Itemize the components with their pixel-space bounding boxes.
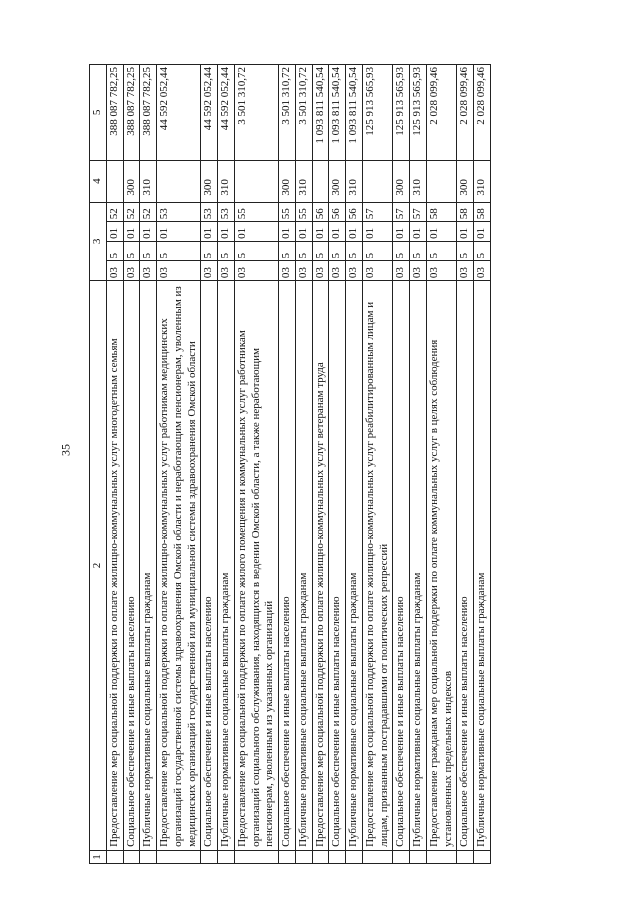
row-name-cell: Социальное обеспечение и иные выплаты населению — [457, 281, 474, 851]
expense-group-cell: 310 — [346, 160, 363, 202]
amount-cell: 2 028 099,46 — [474, 65, 491, 161]
amount-cell: 44 592 052,44 — [201, 65, 218, 161]
table-row — [457, 65, 474, 864]
expense-group-cell: 310 — [140, 160, 157, 202]
code-part-4: 57 — [362, 202, 393, 222]
code-part-2: 5 — [346, 241, 363, 261]
table-row — [140, 65, 157, 864]
table-row — [426, 65, 457, 864]
code-part-1: 03 — [157, 261, 201, 281]
table-row — [234, 65, 278, 864]
code-part-3: 01 — [393, 222, 410, 242]
expense-group-cell: 310 — [295, 160, 312, 202]
code-part-1: 03 — [218, 261, 235, 281]
code-part-3: 01 — [474, 222, 491, 242]
code-part-4: 57 — [410, 202, 427, 222]
code-part-4: 57 — [393, 202, 410, 222]
code-part-3: 01 — [312, 222, 329, 242]
code-part-3: 01 — [410, 222, 427, 242]
code-part-4: 58 — [474, 202, 491, 222]
code-part-2: 5 — [393, 241, 410, 261]
table-row — [329, 65, 346, 864]
expense-group-cell — [234, 160, 278, 202]
row-name-cell: Публичные нормативные социальные выплаты гражданам — [410, 281, 427, 851]
code-part-3: 01 — [362, 222, 393, 242]
row-name-cell: Публичные нормативные социальные выплаты гражданам — [140, 281, 157, 851]
expense-group-cell — [106, 160, 123, 202]
row-name-cell: Предоставление гражданам мер социальной поддержки по оплате коммунальных услуг в целях соблюдения установленных предельных индексов — [426, 281, 457, 851]
expense-group-cell: 300 — [329, 160, 346, 202]
code-part-2: 5 — [279, 241, 296, 261]
amount-cell: 3 501 310,72 — [234, 65, 278, 161]
code-part-1: 03 — [201, 261, 218, 281]
code-part-1: 03 — [426, 261, 457, 281]
code-part-2: 5 — [410, 241, 427, 261]
row-blank-cell — [362, 850, 393, 863]
row-blank-cell — [201, 850, 218, 863]
column-header-4: 4 — [90, 160, 107, 202]
row-blank-cell — [279, 850, 296, 863]
table-row — [346, 65, 363, 864]
row-name-cell: Социальное обеспечение и иные выплаты населению — [329, 281, 346, 851]
code-part-4: 53 — [157, 202, 201, 222]
code-part-3: 01 — [329, 222, 346, 242]
expense-group-cell: 300 — [123, 160, 140, 202]
amount-cell: 388 087 782,25 — [140, 65, 157, 161]
code-part-4: 56 — [346, 202, 363, 222]
code-part-4: 52 — [106, 202, 123, 222]
code-part-3: 01 — [346, 222, 363, 242]
amount-cell: 1 093 811 540,54 — [329, 65, 346, 161]
expense-group-cell — [426, 160, 457, 202]
row-name-cell: Публичные нормативные социальные выплаты гражданам — [295, 281, 312, 851]
table-row — [106, 65, 123, 864]
table-row — [295, 65, 312, 864]
table-row — [410, 65, 427, 864]
code-part-4: 52 — [123, 202, 140, 222]
code-part-2: 5 — [474, 241, 491, 261]
code-part-3: 01 — [218, 222, 235, 242]
code-part-4: 55 — [234, 202, 278, 222]
row-name-cell: Публичные нормативные социальные выплаты гражданам — [474, 281, 491, 851]
table-row — [157, 65, 201, 864]
code-part-1: 03 — [279, 261, 296, 281]
amount-cell: 2 028 099,46 — [426, 65, 457, 161]
expense-group-cell: 300 — [201, 160, 218, 202]
code-part-4: 56 — [312, 202, 329, 222]
amount-cell: 125 913 565,93 — [362, 65, 393, 161]
code-part-3: 01 — [279, 222, 296, 242]
code-part-3: 01 — [157, 222, 201, 242]
row-blank-cell — [140, 850, 157, 863]
row-blank-cell — [410, 850, 427, 863]
row-name-cell: Предоставление мер социальной поддержки по оплате жилищно-коммунальных услуг реабилитированным лицам и лицам, признанным пострадавшими от политических репрессий — [362, 281, 393, 851]
column-header-1: 1 — [90, 850, 107, 863]
row-name-cell: Социальное обеспечение и иные выплаты населению — [279, 281, 296, 851]
code-part-1: 03 — [474, 261, 491, 281]
table-row — [393, 65, 410, 864]
row-name-cell: Предоставление мер социальной поддержки по оплате жилищно-коммунальных услуг работникам медицинских организаций государственной системы здравоохранения Омской области и неработающим пенсионерам, уволенным из медицинских организаций государственной или муниципальной системы здравоохранения Омской области — [157, 281, 201, 851]
table-row — [201, 65, 218, 864]
row-name-cell: Публичные нормативные социальные выплаты гражданам — [346, 281, 363, 851]
code-part-2: 5 — [329, 241, 346, 261]
row-blank-cell — [218, 850, 235, 863]
code-part-2: 5 — [457, 241, 474, 261]
code-part-2: 5 — [157, 241, 201, 261]
code-part-4: 56 — [329, 202, 346, 222]
code-part-2: 5 — [295, 241, 312, 261]
code-part-3: 01 — [234, 222, 278, 242]
amount-cell: 3 501 310,72 — [279, 65, 296, 161]
code-part-4: 52 — [140, 202, 157, 222]
expense-group-cell — [157, 160, 201, 202]
row-blank-cell — [393, 850, 410, 863]
row-blank-cell — [295, 850, 312, 863]
code-part-1: 03 — [329, 261, 346, 281]
row-name-cell: Предоставление мер социальной поддержки по оплате жилищно-коммунальных услуг многодетным семьям — [106, 281, 123, 851]
code-part-1: 03 — [410, 261, 427, 281]
row-blank-cell — [474, 850, 491, 863]
table-body — [106, 65, 490, 864]
code-part-1: 03 — [106, 261, 123, 281]
row-name-cell: Социальное обеспечение и иные выплаты населению — [201, 281, 218, 851]
column-number-row — [90, 65, 107, 864]
code-part-2: 5 — [362, 241, 393, 261]
amount-cell: 2 028 099,46 — [457, 65, 474, 161]
code-part-2: 5 — [218, 241, 235, 261]
code-part-1: 03 — [140, 261, 157, 281]
amount-cell: 125 913 565,93 — [410, 65, 427, 161]
amount-cell: 388 087 782,25 — [106, 65, 123, 161]
row-blank-cell — [426, 850, 457, 863]
expense-group-cell: 310 — [474, 160, 491, 202]
code-part-1: 03 — [123, 261, 140, 281]
code-part-2: 5 — [123, 241, 140, 261]
expense-group-cell — [362, 160, 393, 202]
column-header-3: 3 — [90, 202, 107, 281]
row-name-cell: Предоставление мер социальной поддержки по оплате жилищно-коммунальных услуг ветеранам труда — [312, 281, 329, 851]
amount-cell: 44 592 052,44 — [218, 65, 235, 161]
code-part-2: 5 — [234, 241, 278, 261]
code-part-1: 03 — [295, 261, 312, 281]
code-part-1: 03 — [234, 261, 278, 281]
code-part-2: 5 — [426, 241, 457, 261]
expense-group-cell: 300 — [393, 160, 410, 202]
row-blank-cell — [346, 850, 363, 863]
row-blank-cell — [312, 850, 329, 863]
table-row — [218, 65, 235, 864]
row-blank-cell — [157, 850, 201, 863]
row-blank-cell — [234, 850, 278, 863]
code-part-3: 01 — [426, 222, 457, 242]
budget-table — [89, 64, 491, 864]
row-blank-cell — [457, 850, 474, 863]
expense-group-cell: 310 — [410, 160, 427, 202]
expense-group-cell: 300 — [279, 160, 296, 202]
code-part-4: 55 — [279, 202, 296, 222]
column-header-5: 5 — [90, 65, 107, 161]
amount-cell: 3 501 310,72 — [295, 65, 312, 161]
page-number: 35 — [58, 444, 73, 456]
row-blank-cell — [106, 850, 123, 863]
table-row — [279, 65, 296, 864]
amount-cell: 388 087 782,25 — [123, 65, 140, 161]
code-part-4: 55 — [295, 202, 312, 222]
code-part-1: 03 — [362, 261, 393, 281]
row-name-cell: Публичные нормативные социальные выплаты гражданам — [218, 281, 235, 851]
column-header-2: 2 — [90, 281, 107, 851]
code-part-2: 5 — [140, 241, 157, 261]
table-row — [123, 65, 140, 864]
code-part-2: 5 — [201, 241, 218, 261]
code-part-1: 03 — [393, 261, 410, 281]
row-blank-cell — [123, 850, 140, 863]
code-part-1: 03 — [457, 261, 474, 281]
code-part-1: 03 — [346, 261, 363, 281]
expense-group-cell — [312, 160, 329, 202]
row-name-cell: Предоставление мер социальной поддержки по оплате жилого помещения и коммунальных услуг работникам организаций социального обслуживания, находящихся в ведении Омской области, а также неработающим пенсионерам, уволенным из указанных организаций — [234, 281, 278, 851]
code-part-3: 01 — [140, 222, 157, 242]
code-part-3: 01 — [201, 222, 218, 242]
amount-cell: 1 093 811 540,54 — [312, 65, 329, 161]
expense-group-cell: 300 — [457, 160, 474, 202]
amount-cell: 125 913 565,93 — [393, 65, 410, 161]
code-part-2: 5 — [312, 241, 329, 261]
code-part-4: 58 — [426, 202, 457, 222]
row-blank-cell — [329, 850, 346, 863]
amount-cell: 1 093 811 540,54 — [346, 65, 363, 161]
table-row — [362, 65, 393, 864]
code-part-4: 53 — [218, 202, 235, 222]
table-row — [312, 65, 329, 864]
code-part-3: 01 — [457, 222, 474, 242]
code-part-4: 53 — [201, 202, 218, 222]
table-row — [474, 65, 491, 864]
code-part-3: 01 — [123, 222, 140, 242]
amount-cell: 44 592 052,44 — [157, 65, 201, 161]
rotated-table-wrapper — [89, 64, 584, 864]
code-part-3: 01 — [295, 222, 312, 242]
row-name-cell: Социальное обеспечение и иные выплаты населению — [393, 281, 410, 851]
row-name-cell: Социальное обеспечение и иные выплаты населению — [123, 281, 140, 851]
code-part-4: 58 — [457, 202, 474, 222]
code-part-3: 01 — [106, 222, 123, 242]
expense-group-cell: 310 — [218, 160, 235, 202]
code-part-1: 03 — [312, 261, 329, 281]
code-part-2: 5 — [106, 241, 123, 261]
